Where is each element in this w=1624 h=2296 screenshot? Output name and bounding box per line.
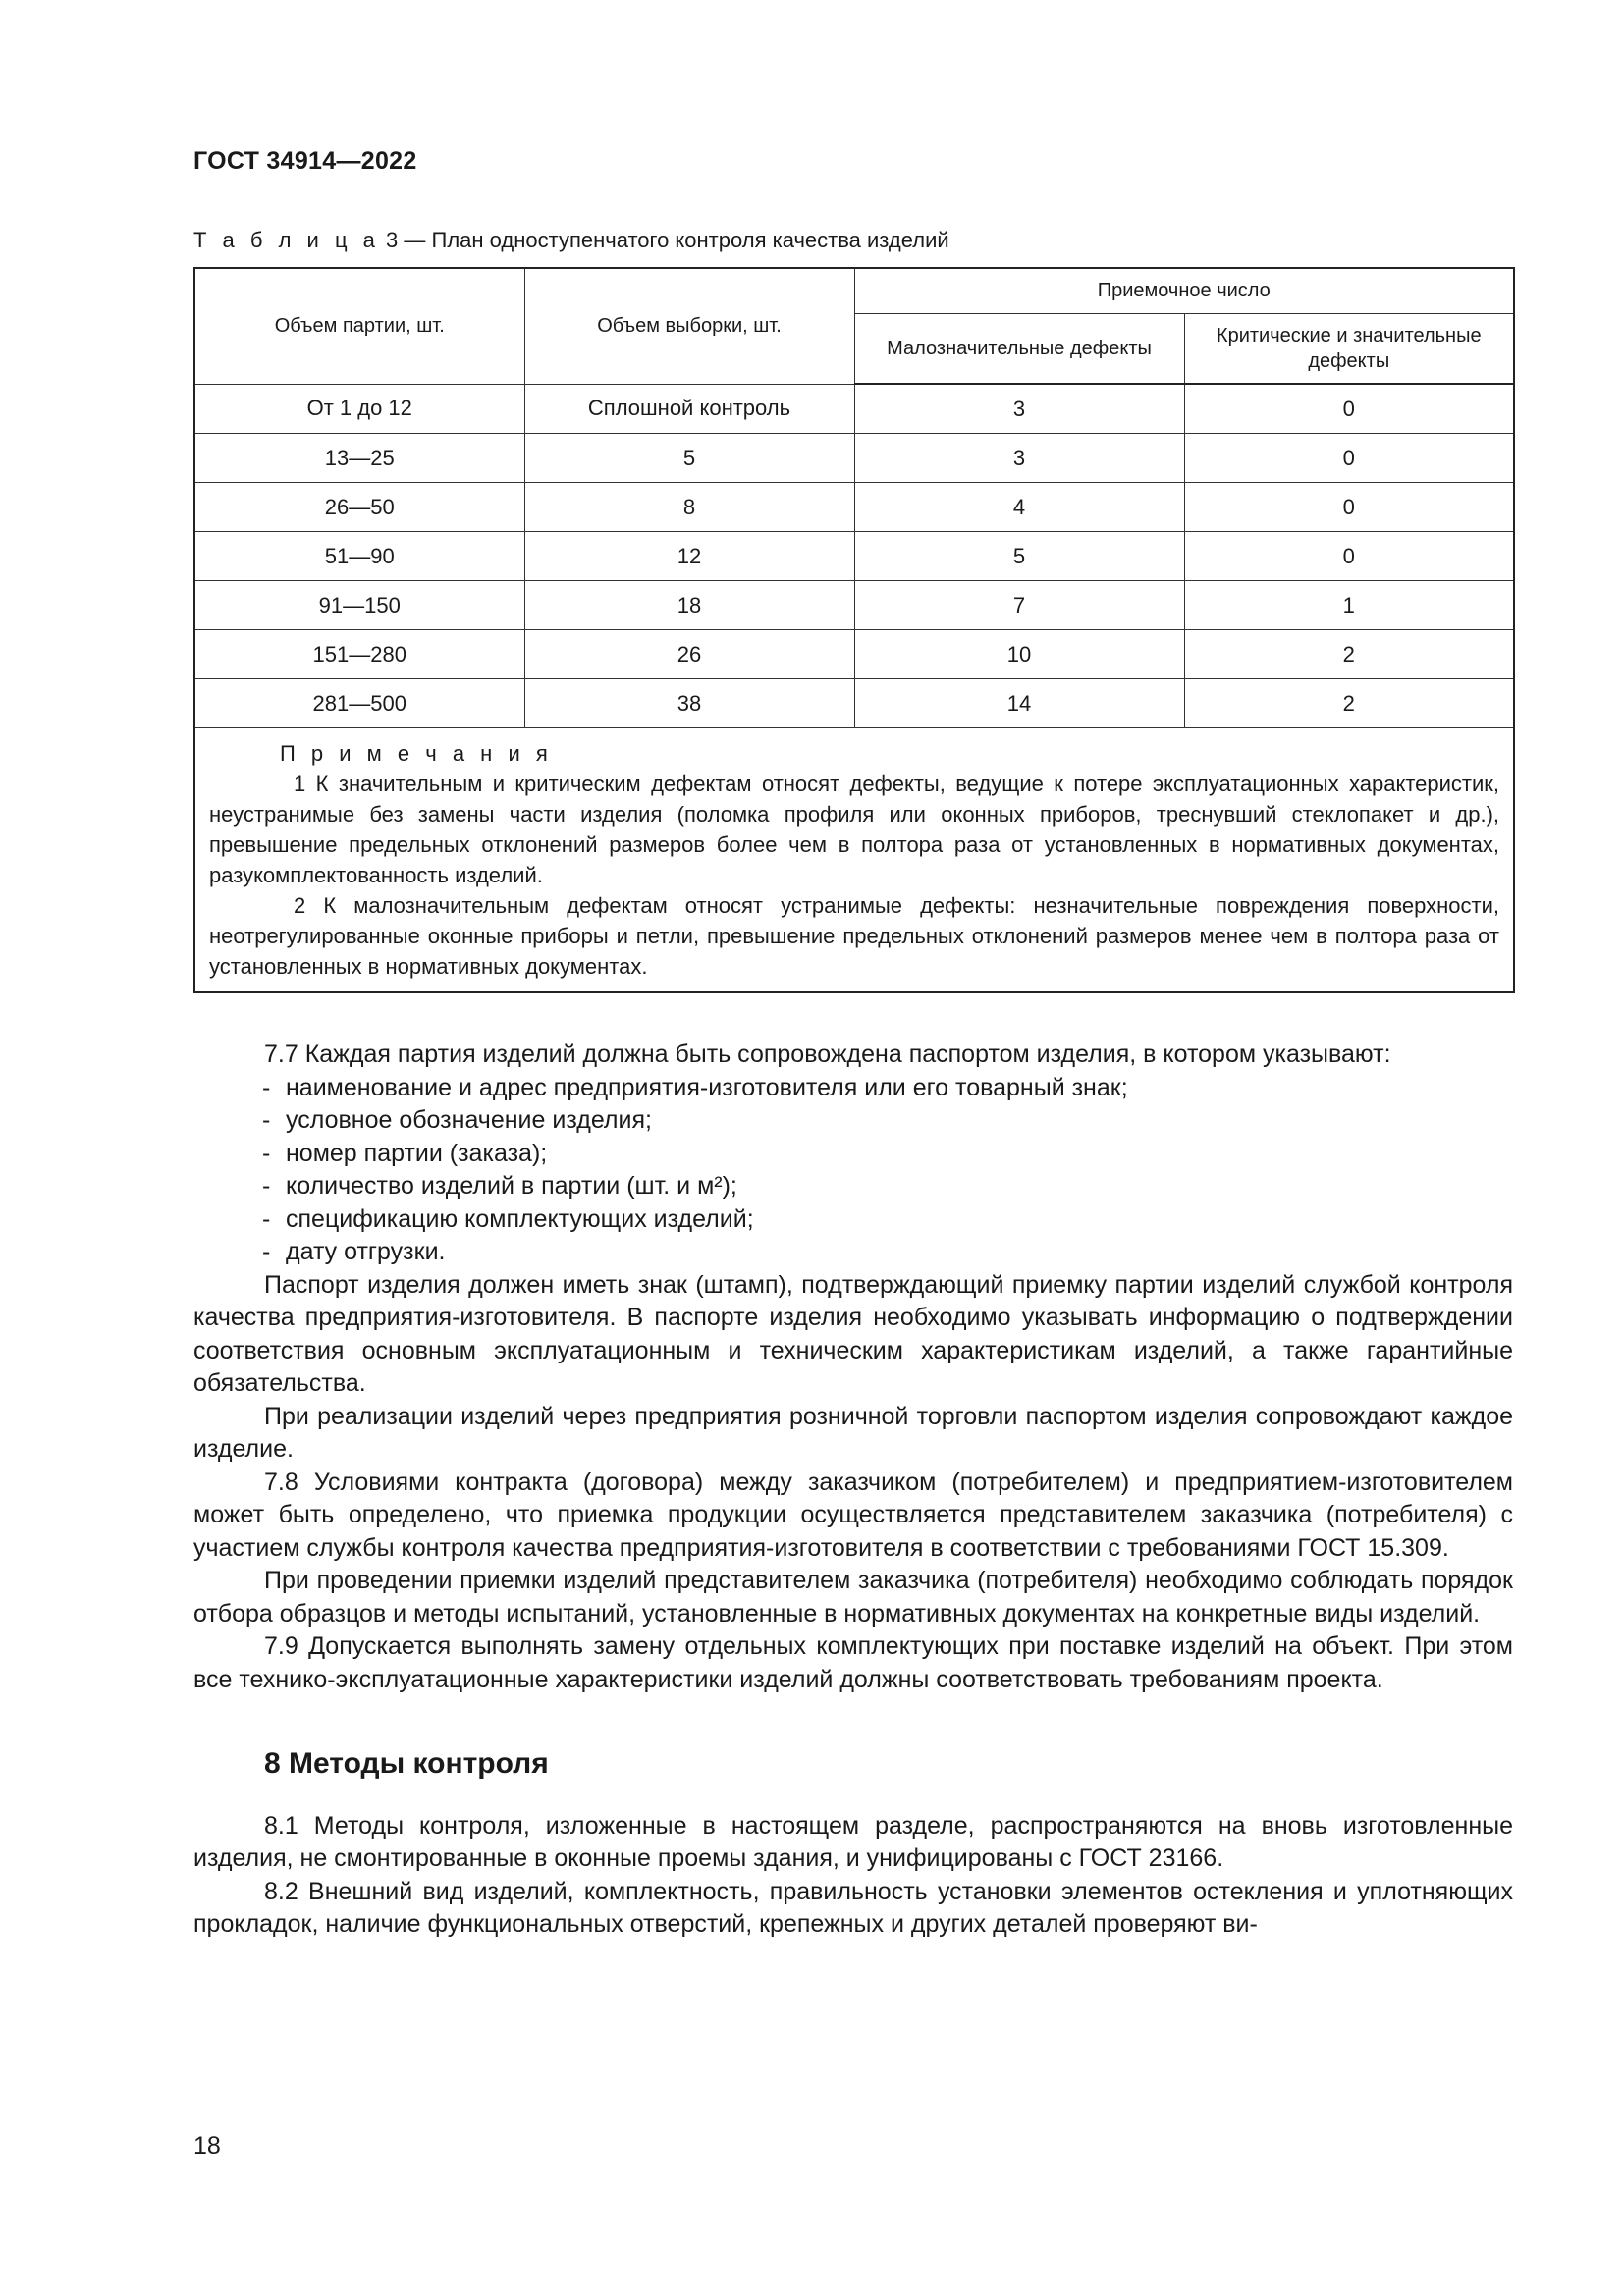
header-sample-volume: Объем выборки, шт. xyxy=(524,268,854,384)
paragraph-acceptance: При проведении приемки изделий представителем заказчика (потребителя) необходимо соблюдать порядок отбора образцов и методы испытаний, установленные в нормативных документах на конкретные виды изделий. xyxy=(193,1567,1513,1628)
table-cell: 38 xyxy=(524,679,854,728)
list-item: - спецификацию комплектующих изделий; xyxy=(262,1204,754,1233)
table-row xyxy=(194,630,1514,679)
paragraph-7-7: 7.7 Каждая партия изделий должна быть сопровождена паспортом изделия, в котором указывают: xyxy=(264,1041,1391,1068)
paragraph-7-8: 7.8 Условиями контракта (договора) между заказчиком (потребителем) и предприятием-изготовителем может быть определено, что приемка продукции осуществляется представителем заказчика (потребителя) с участием службы контроля качества предприятия-изготовителя в соответствии с требованиями ГОСТ 15.309. xyxy=(193,1468,1513,1562)
page-number: 18 xyxy=(193,2132,221,2160)
list-item: - условное обозначение изделия; xyxy=(262,1106,652,1134)
table-cell: 13—25 xyxy=(194,434,524,483)
table-cell: Сплошной контроль xyxy=(524,384,854,434)
table-cell: 26—50 xyxy=(194,483,524,532)
table-cell: 4 xyxy=(854,483,1184,532)
table-cell: 151—280 xyxy=(194,630,524,679)
quality-control-table xyxy=(193,267,1515,993)
table-cell: 2 xyxy=(1184,630,1514,679)
header-critical-defects: Критические и значительные дефекты xyxy=(1184,313,1514,384)
table-cell: 2 xyxy=(1184,679,1514,728)
note-2: 2 К малозначительным дефектам относят устранимые дефекты: незначительные повреждения поверхности, неотрегулированные оконные приборы и петли, превышение предельных отклонений размеров менее чем в полтора раза от установленных в нормативных документах. xyxy=(209,893,1500,979)
table-cell: 0 xyxy=(1184,483,1514,532)
list-item: - количество изделий в партии (шт. и м²); xyxy=(262,1172,737,1200)
header-minor-defects: Малозначительные дефекты xyxy=(854,313,1184,384)
document-header: ГОСТ 34914—2022 xyxy=(193,147,417,175)
paragraph-retail: При реализации изделий через предприятия розничной торговли паспортом изделия сопровождают каждое изделие. xyxy=(193,1402,1513,1463)
table-cell: 91—150 xyxy=(194,581,524,630)
table-cell: От 1 до 12 xyxy=(194,384,524,434)
notes-title: П р и м е ч а н и я xyxy=(280,741,553,766)
table-cell: 281—500 xyxy=(194,679,524,728)
table-cell: 0 xyxy=(1184,384,1514,434)
table-cell: 8 xyxy=(524,483,854,532)
table-cell: 12 xyxy=(524,532,854,581)
table-row xyxy=(194,532,1514,581)
table-cell: 1 xyxy=(1184,581,1514,630)
table-cell: 0 xyxy=(1184,532,1514,581)
section-8-title: 8 Методы контроля xyxy=(264,1747,549,1780)
table-row xyxy=(194,384,1514,434)
table-notes-row xyxy=(194,728,1514,993)
body-text xyxy=(193,1039,1513,1942)
paragraph-8-1: 8.1 Методы контроля, изложенные в настоящем разделе, распространяются на вновь изготовленные изделия, не смонтированные в оконные проемы здания, и унифицированы с ГОСТ 23166. xyxy=(193,1811,1513,1872)
table-cell: 0 xyxy=(1184,434,1514,483)
table-caption-text: 3 — План одноступенчатого контроля качества изделий xyxy=(386,228,949,252)
table-cell: 3 xyxy=(854,434,1184,483)
paragraph-passport: Паспорт изделия должен иметь знак (штамп), подтверждающий приемку партии изделий службой контроля качества предприятия-изготовителя. В паспорте изделия необходимо указывать информацию о подтверждении соответствия основным эксплуатационным и техническим характеристикам изделий, а также гарантийные обязательства. xyxy=(193,1270,1513,1397)
table-caption xyxy=(193,228,949,253)
table-caption-label: Т а б л и ц а xyxy=(193,228,380,252)
list-item: - дату отгрузки. xyxy=(262,1238,446,1265)
table-row xyxy=(194,434,1514,483)
table-cell: 5 xyxy=(854,532,1184,581)
table-cell: 26 xyxy=(524,630,854,679)
table-notes xyxy=(194,728,1514,993)
table-cell: 10 xyxy=(854,630,1184,679)
table-cell: 18 xyxy=(524,581,854,630)
table-cell: 51—90 xyxy=(194,532,524,581)
note-1: 1 К значительным и критическим дефектам относят дефекты, ведущие к потере эксплуатационных характеристик, неустранимые без замены части изделия (поломка профиля или оконных приборов, треснувший стеклопакет и др.), превышение предельных отклонений размеров более чем в полтора раза от установленных в нормативных документах, разукомплектованность изделий. xyxy=(209,772,1500,887)
paragraph-8-2: 8.2 Внешний вид изделий, комплектность, правильность установки элементов остекления и уплотняющих прокладок, наличие функциональных отверстий, крепежных и других деталей проверяют ви- xyxy=(193,1877,1513,1938)
table-row xyxy=(194,483,1514,532)
paragraph-7-9: 7.9 Допускается выполнять замену отдельных комплектующих при поставке изделий на объект. При этом все технико-эксплуатационные характеристики изделий должны соответствовать требованиям проекта. xyxy=(193,1632,1513,1693)
table-row xyxy=(194,581,1514,630)
table-cell: 7 xyxy=(854,581,1184,630)
table-row xyxy=(194,679,1514,728)
table-cell: 5 xyxy=(524,434,854,483)
table-cell: 3 xyxy=(854,384,1184,434)
list-item: - номер партии (заказа); xyxy=(262,1139,548,1167)
header-acceptance-number: Приемочное число xyxy=(854,268,1514,313)
header-lot-volume: Объем партии, шт. xyxy=(194,268,524,384)
list-item: - наименование и адрес предприятия-изготовителя или его товарный знак; xyxy=(262,1073,1128,1101)
table-cell: 14 xyxy=(854,679,1184,728)
